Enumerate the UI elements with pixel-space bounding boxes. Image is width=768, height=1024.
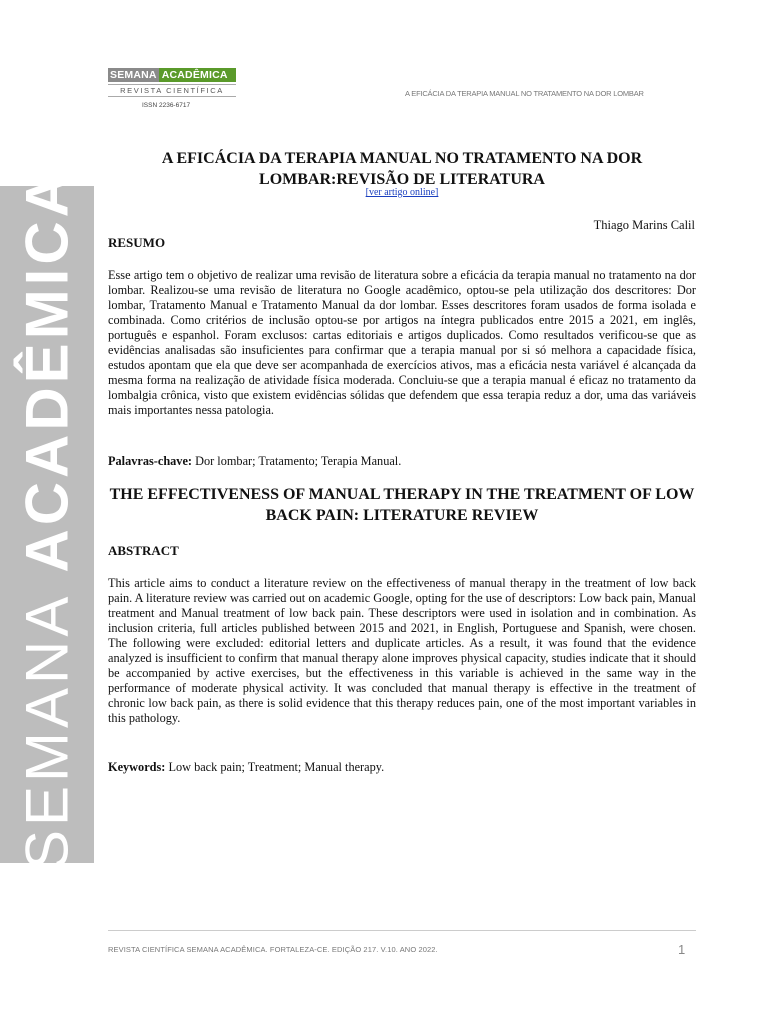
logo-subtitle: REVISTA CIENTÍFICA	[108, 84, 236, 97]
issn: ISSN 2236-6717	[142, 102, 191, 109]
sidebar-word2: ACADÊMICA	[13, 169, 81, 573]
abstract-heading: ABSTRACT	[108, 543, 179, 558]
journal-logo	[108, 68, 236, 97]
abstract-text: This article aims to conduct a literature review on the effectiveness of manual therapy in the treatment of low back pain. A literature review was carried out on academic Google, opting for the use of descriptors: Low back pain, Manual treatment and Manual treatment of low back pain. These descriptors were used in isolation and in combination. As inclusion criteria, full articles published between 2015 and 2021, in English, Portuguese and Spanish, were chosen. The following were excluded: editorial letters and duplicate articles. As a result, it was found that the evidence analyzed is insufficient to confirm that manual therapy alone improves physical capacity, studies indicate that it should be accompanied by active exercises, but the effectiveness in this variable is achieved in the same way in the performance of moderate physical activity. It was concluded that manual therapy is effective in the treatment of chronic low back pain, as there is solid evidence that this therapy reduces pain, one of the most important variables in this pathology.	[108, 576, 696, 725]
palavras-text: Dor lombar; Tratamento; Terapia Manual.	[192, 454, 402, 468]
keywords	[108, 760, 696, 775]
view-online-link[interactable]: [ver artigo online]	[365, 187, 439, 198]
palavras-chave	[108, 454, 696, 469]
keywords-label: Keywords:	[108, 760, 166, 774]
sidebar-wordmark	[13, 170, 82, 870]
english-title: THE EFFECTIVENESS OF MANUAL THERAPY IN THE TREATMENT OF LOW BACK PAIN: LITERATURE REVIEW	[109, 486, 695, 524]
footer-citation: REVISTA CIENTÍFICA SEMANA ACADÊMICA. FORTALEZA-CE. EDIÇÃO 217. V.10. ANO 2022.	[108, 945, 438, 954]
palavras-label: Palavras-chave:	[108, 454, 193, 468]
keywords-text: Low back pain; Treatment; Manual therapy.	[165, 760, 385, 774]
footer-divider	[108, 930, 696, 931]
logo-part1: SEMANA	[110, 69, 157, 81]
resumo-text: Esse artigo tem o objetivo de realizar uma revisão de literatura sobre a eficácia da terapia manual no tratamento na dor lombar. Realizou-se uma revisão de literatura no Google acadêmico, optou-se pela utilização dos descritores: Dor lombar, Tratamento Manual e Tratamento Manual da dor lombar. Esses descritores foram usados de forma isolada e combinada. Como critérios de inclusão optou-se por artigos na íntegra publicados entre 2015 a 2021, em inglês, português e espanhol. Foram exclusos: cartas editoriais e artigos duplicados. Como resultados verificou-se que as evidências analisadas são insuficientes para confirmar que a terapia manual por si só melhora a capacidade física, estudos apontam que ela que deve ser acompanhada de exercícios ativos, mas a eficácia nesta variável é alcançada da mesma forma na realização de atividade física moderada. Concluiu-se que a terapia manual é eficaz no tratamento da lombalgia crônica, visto que existem evidências sólidas que defendem que essa terapia reduz a dor, uma das variáveis mais importantes nessa patologia.	[108, 268, 696, 417]
resumo-heading: RESUMO	[108, 235, 166, 250]
article-title: A EFICÁCIA DA TERAPIA MANUAL NO TRATAMENTO NA DOR LOMBAR:REVISÃO DE LITERATURA	[161, 150, 643, 188]
page-number: 1	[678, 942, 686, 957]
running-title: A EFICÁCIA DA TERAPIA MANUAL NO TRATAMENTO NA DOR LOMBAR	[405, 89, 644, 98]
logo-part2: ACADÊMICA	[159, 68, 236, 82]
author: Thiago Marins Calil	[593, 218, 695, 232]
sidebar-word1: SEMANA	[13, 592, 81, 871]
